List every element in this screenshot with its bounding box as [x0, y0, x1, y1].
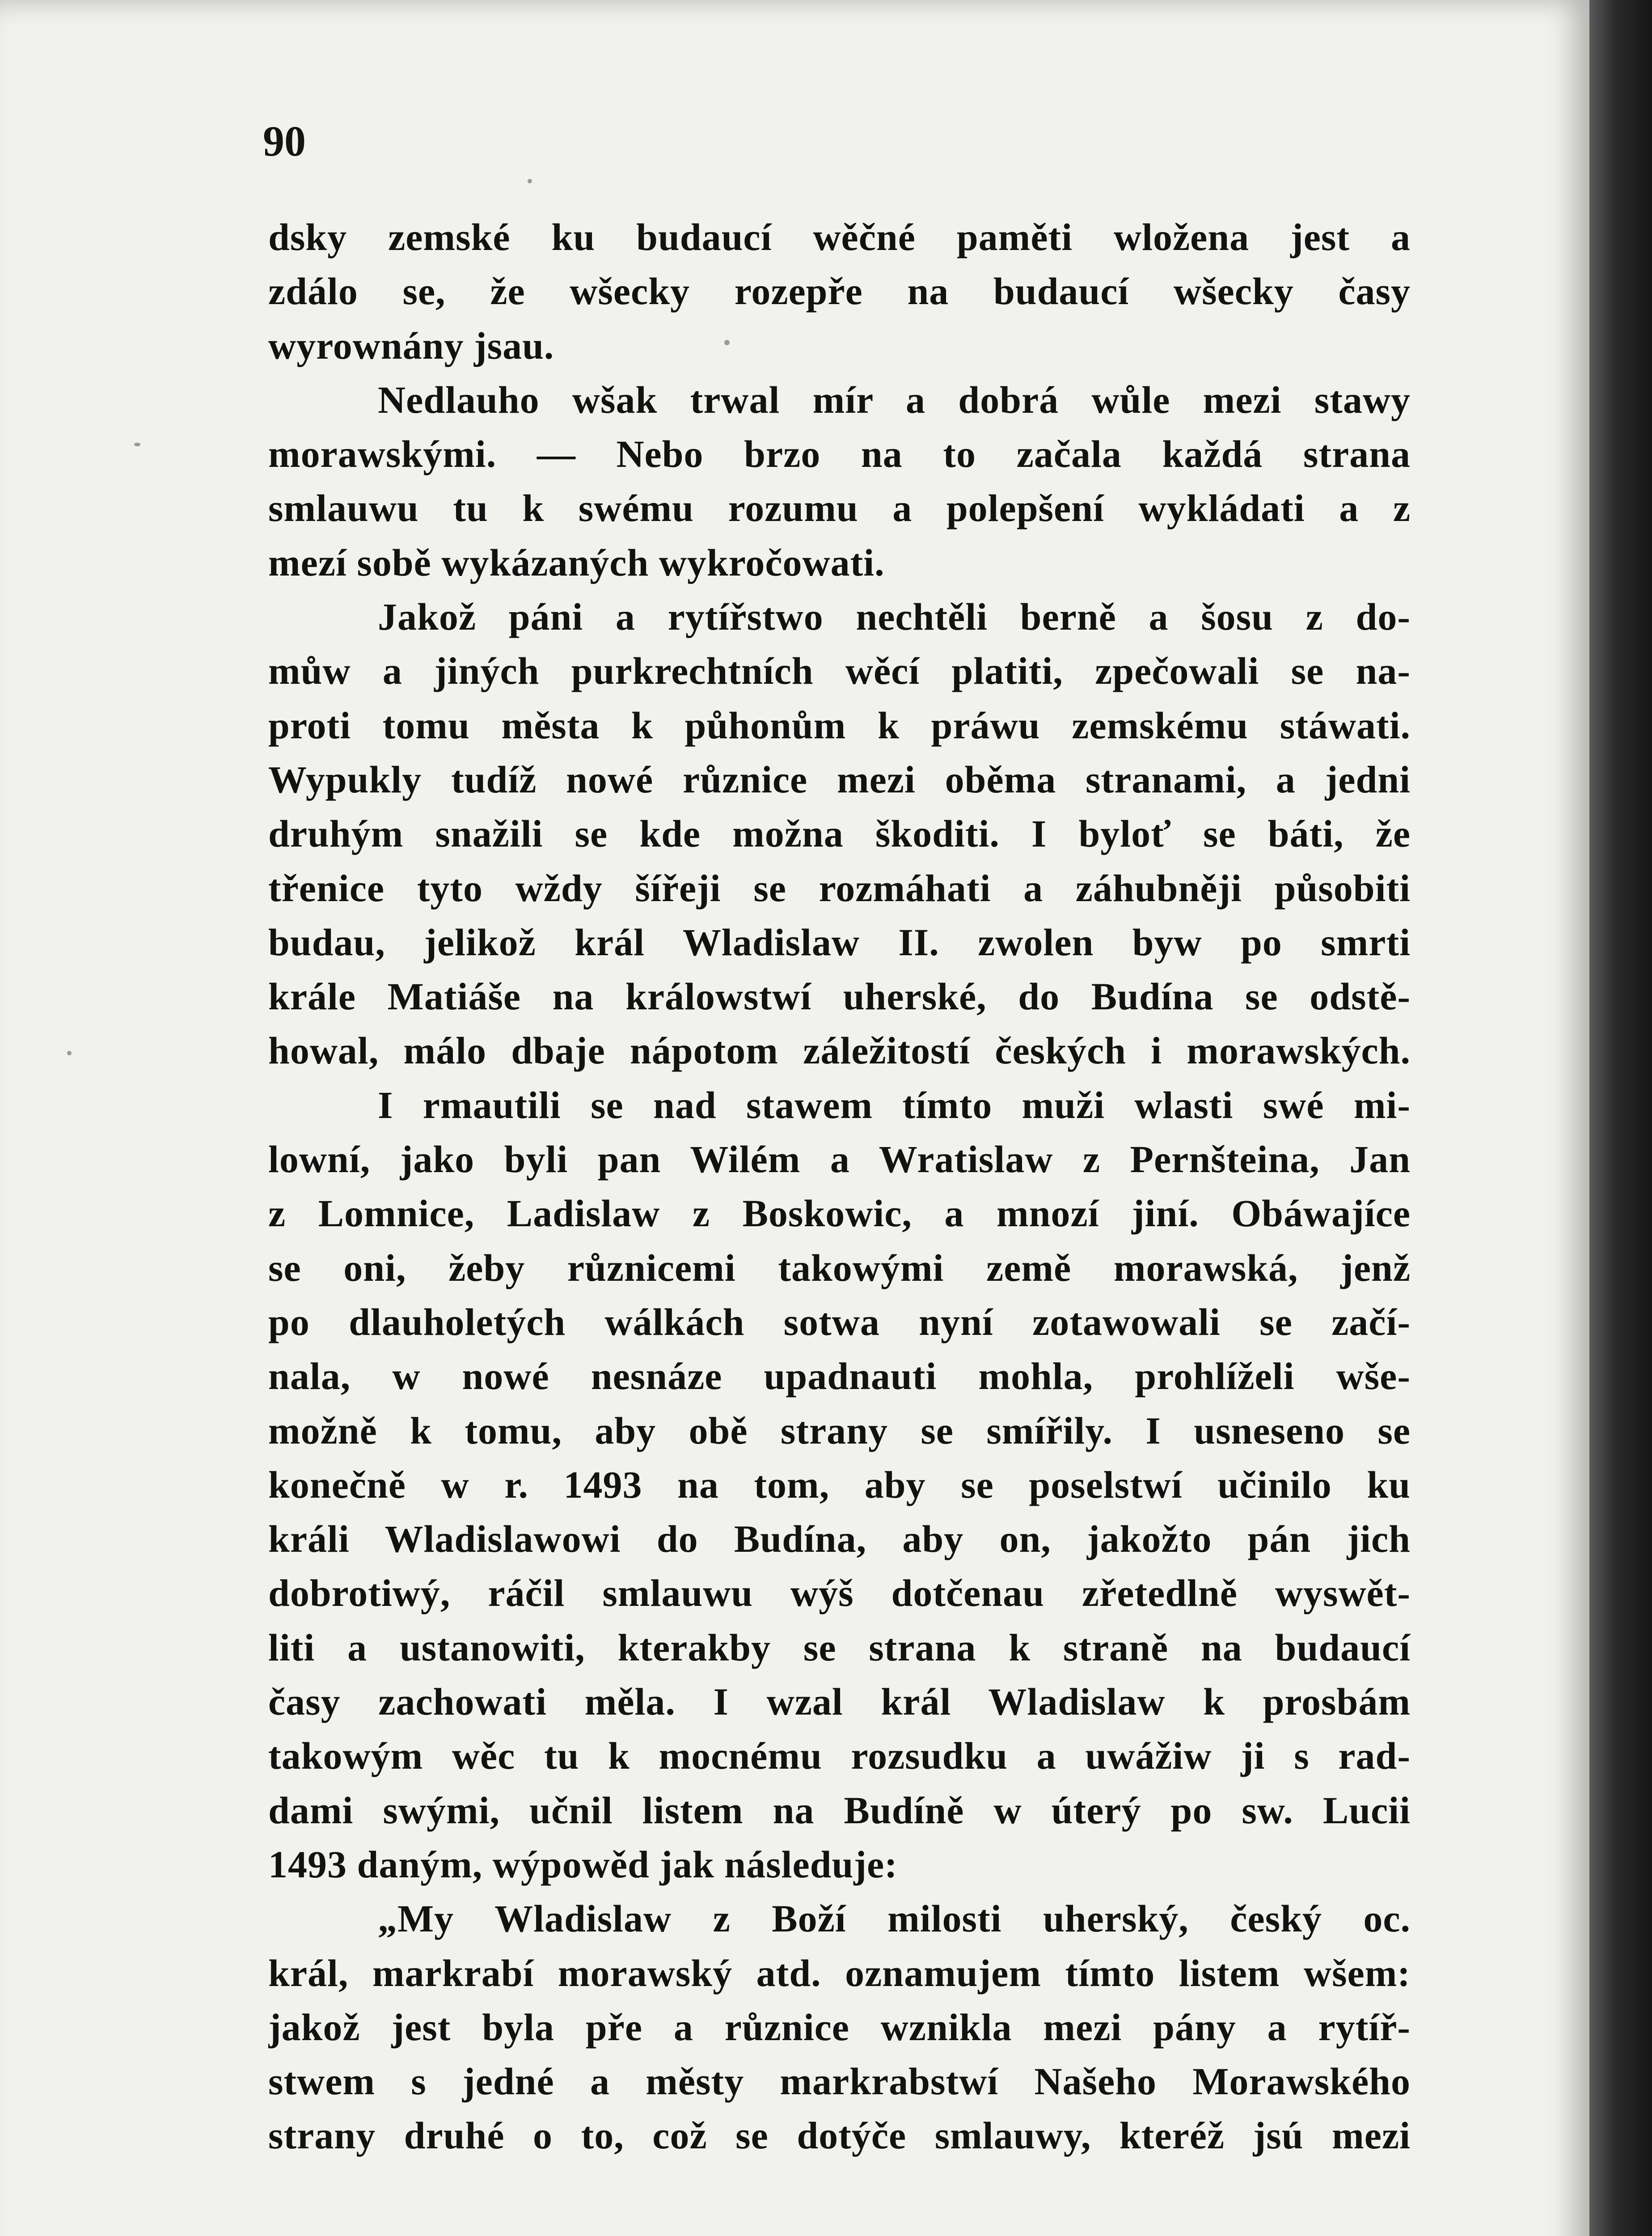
text-line: dami swými, učnil listem na Budíně w úterý po sw. Lucii [268, 1788, 1411, 1832]
text-line: wyrownány jsau. [268, 324, 554, 367]
page-edge-shadow [1589, 0, 1652, 2236]
text-line: Jakož páni a rytířstwo nechtěli berně a šosu z do- [378, 595, 1411, 639]
text-line: dsky zemské ku budaucí wěčné paměti wložena jest a [268, 216, 1411, 258]
paper-speck [134, 443, 140, 446]
text-line: „My Wladislaw z Boží milosti uherský, český oc. [378, 1897, 1411, 1940]
text-line: druhým snažili se kde možna škoditi. I byloť se báti, že [268, 812, 1411, 855]
text-line: stwem s jedné a městy markrabstwí Našeho Morawského [268, 2060, 1411, 2103]
text-line: morawskými. — Nebo brzo na to začala každá strana [268, 432, 1411, 476]
text-line: možně k tomu, aby obě strany se smířily. I usneseno se [268, 1409, 1411, 1452]
paper-speck [724, 340, 730, 345]
text-line: nala, w nowé nesnáze upadnauti mohla, prohlíželi wše- [268, 1355, 1411, 1398]
text-line: Nedlauho wšak trwal mír a dobrá wůle mezi stawy [378, 378, 1411, 421]
text-line: proti tomu města k půhonům k práwu zemskému stáwati. [268, 703, 1411, 747]
paper-speck [67, 1051, 72, 1055]
page-number: 90 [263, 117, 306, 165]
text-line: strany druhé o to, což se dotýče smlauwy, kteréž jsú mezi [268, 2114, 1411, 2157]
text-line: král, markrabí morawský atd. oznamujem tímto listem wšem: [268, 1951, 1411, 1995]
text-line: mezí sobě wykázaných wykročowati. [268, 541, 885, 584]
text-line: časy zachowati měla. I wzal král Wladislaw k prosbám [268, 1680, 1411, 1724]
text-line: budau, jelikož král Wladislaw II. zwolen byw po smrti [268, 920, 1411, 964]
text-line: konečně w r. 1493 na tom, aby se poselstwí učinilo ku [268, 1463, 1411, 1506]
text-line: jakož jest byla pře a různice wznikla mezi pány a rytíř- [268, 2005, 1411, 2049]
text-line: I rmautili se nad stawem tímto muži wlasti swé mi- [378, 1083, 1411, 1126]
text-line: dobrotiwý, ráčil smlauwu wýš dotčenau zřetedlně wyswět- [268, 1571, 1411, 1615]
text-line: třenice tyto wždy šířeji se rozmáhati a záhubněji působiti [268, 866, 1411, 910]
text-line: 1493 daným, wýpowěd jak následuje: [268, 1842, 898, 1886]
text-line: Wypukly tudíž nowé různice mezi oběma stranami, a jedni [268, 758, 1411, 801]
text-line: zdálo se, že wšecky rozepře na budaucí wšecky časy [268, 270, 1411, 313]
text-line: smlauwu tu k swému rozumu a polepšení wykládati a z [268, 487, 1411, 530]
text-line: krále Matiáše na králowstwí uherské, do Budína se odstě- [268, 975, 1411, 1018]
text-line: takowým wěc tu k mocnému rozsudku a uwážiw ji s rad- [268, 1734, 1411, 1778]
text-line: můw a jiných purkrechtních wěcí platiti, zpečowali se na- [268, 649, 1411, 693]
body-text [268, 210, 1411, 2163]
text-line: liti a ustanowiti, kterakby se strana k straně na budaucí [268, 1626, 1411, 1669]
text-line: králi Wladislawowi do Budína, aby on, jakožto pán jich [268, 1517, 1411, 1561]
text-line: po dlauholetých wálkách sotwa nyní zotawowali se začí- [268, 1300, 1411, 1343]
text-line: z Lomnice, Ladislaw z Boskowic, a mnozí jiní. Obáwajíce [268, 1192, 1411, 1235]
paper-speck [528, 179, 532, 183]
text-line: se oni, žeby různicemi takowými země morawská, jenž [268, 1246, 1411, 1289]
text-line: lowní, jako byli pan Wilém a Wratislaw z Pernšteina, Jan [268, 1138, 1411, 1181]
text-line: howal, málo dbaje nápotom záležitostí českých i morawských. [268, 1029, 1411, 1072]
